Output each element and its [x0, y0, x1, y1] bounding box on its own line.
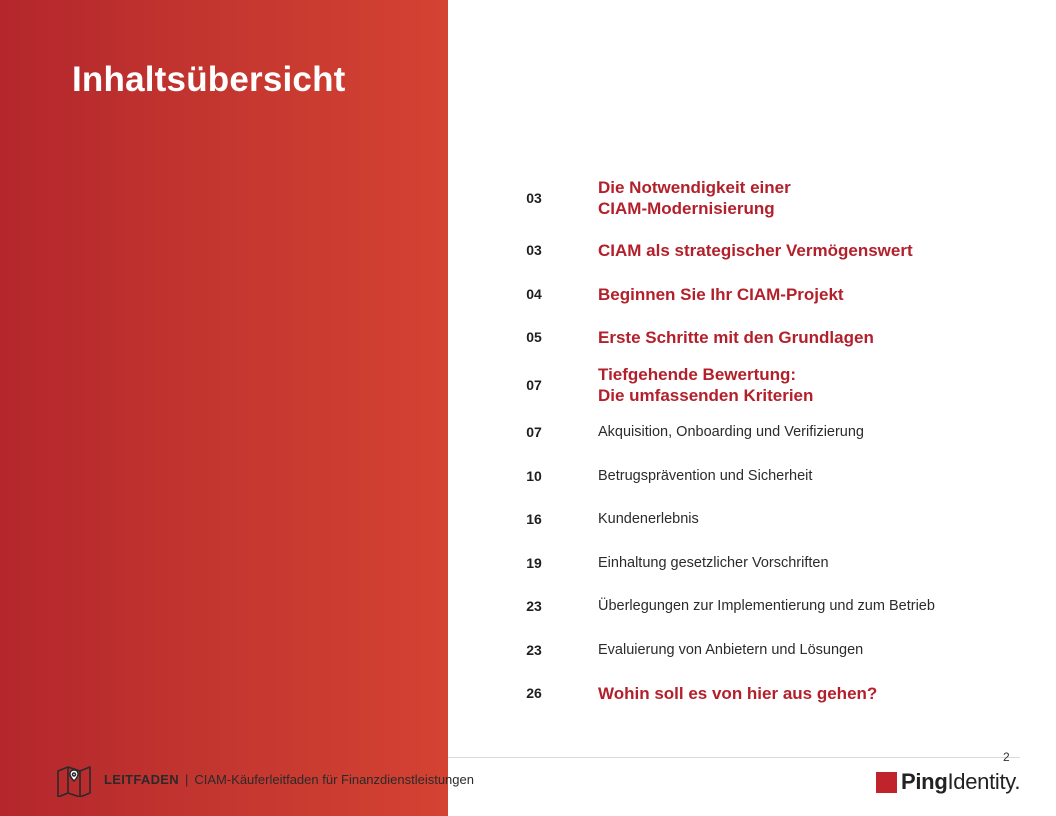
table-of-contents [448, 0, 1056, 740]
toc-entry-title: Wohin soll es von hier aus gehen? [598, 683, 878, 703]
toc-page-number: 26 [526, 685, 542, 701]
toc-entry[interactable] [448, 597, 1048, 615]
logo-mark [876, 772, 897, 793]
toc-entry-title: CIAM als strategischer Vermögenswert [598, 240, 913, 260]
footer-doc-type: LEITFADEN [104, 772, 179, 787]
footer-label [104, 772, 474, 787]
logo-word-ping: Ping [901, 769, 948, 794]
logo-suffix: . [1014, 769, 1021, 794]
toc-entry[interactable] [448, 327, 1048, 348]
toc-entry-title: Evaluierung von Anbietern und Lösungen [598, 642, 864, 658]
title-panel [0, 0, 448, 816]
toc-entry[interactable] [448, 364, 1048, 406]
toc-page-number: 10 [526, 468, 542, 484]
map-icon [56, 765, 92, 797]
toc-page-number: 23 [526, 642, 542, 658]
toc-entry[interactable] [448, 467, 1048, 485]
toc-entry-title: Beginnen Sie Ihr CIAM-Projekt [598, 284, 844, 304]
logo-word-identity: Identity [947, 769, 1015, 794]
toc-entry[interactable] [448, 554, 1048, 572]
toc-entry-title: Einhaltung gesetzlicher Vorschriften [598, 555, 829, 571]
toc-page-number: 05 [526, 329, 542, 345]
toc-entry-title: Betrugsprävention und Sicherheit [598, 468, 813, 484]
toc-entry[interactable] [448, 510, 1048, 528]
toc-entry[interactable] [448, 284, 1048, 305]
ping-identity-logo [876, 768, 1020, 796]
toc-entry[interactable] [448, 240, 1048, 261]
page-number: 2 [1003, 750, 1010, 764]
toc-page-number: 03 [526, 190, 542, 206]
logo-wordmark [901, 769, 1020, 795]
toc-entry-title: Überlegungen zur Implementierung und zum Betrieb [598, 598, 935, 614]
toc-page-number: 04 [526, 286, 542, 302]
toc-page-number: 07 [526, 377, 542, 393]
footer-separator: | [184, 772, 189, 787]
toc-page-number: 23 [526, 598, 542, 614]
toc-page-number: 16 [526, 511, 542, 527]
toc-entry-title: Tiefgehende Bewertung: Die umfassenden Kriterien [598, 365, 814, 405]
toc-page-number: 07 [526, 424, 542, 440]
toc-entry-title: Akquisition, Onboarding und Verifizierung [598, 424, 864, 440]
toc-page-number: 03 [526, 242, 542, 258]
page-title: Inhaltsübersicht [72, 60, 346, 99]
toc-entry[interactable] [448, 641, 1048, 659]
toc-entry[interactable] [448, 177, 1048, 219]
toc-entry[interactable] [448, 423, 1048, 441]
toc-entry-title: Die Notwendigkeit einer CIAM-Modernisierung [598, 178, 791, 218]
toc-entry-title: Erste Schritte mit den Grundlagen [598, 327, 874, 347]
footer-doc-title: CIAM-Käuferleitfaden für Finanzdienstleistungen [194, 772, 474, 787]
toc-page-number: 19 [526, 555, 542, 571]
footer-divider [448, 757, 1020, 758]
toc-entry-title: Kundenerlebnis [598, 511, 699, 527]
toc-entry[interactable] [448, 683, 1048, 704]
